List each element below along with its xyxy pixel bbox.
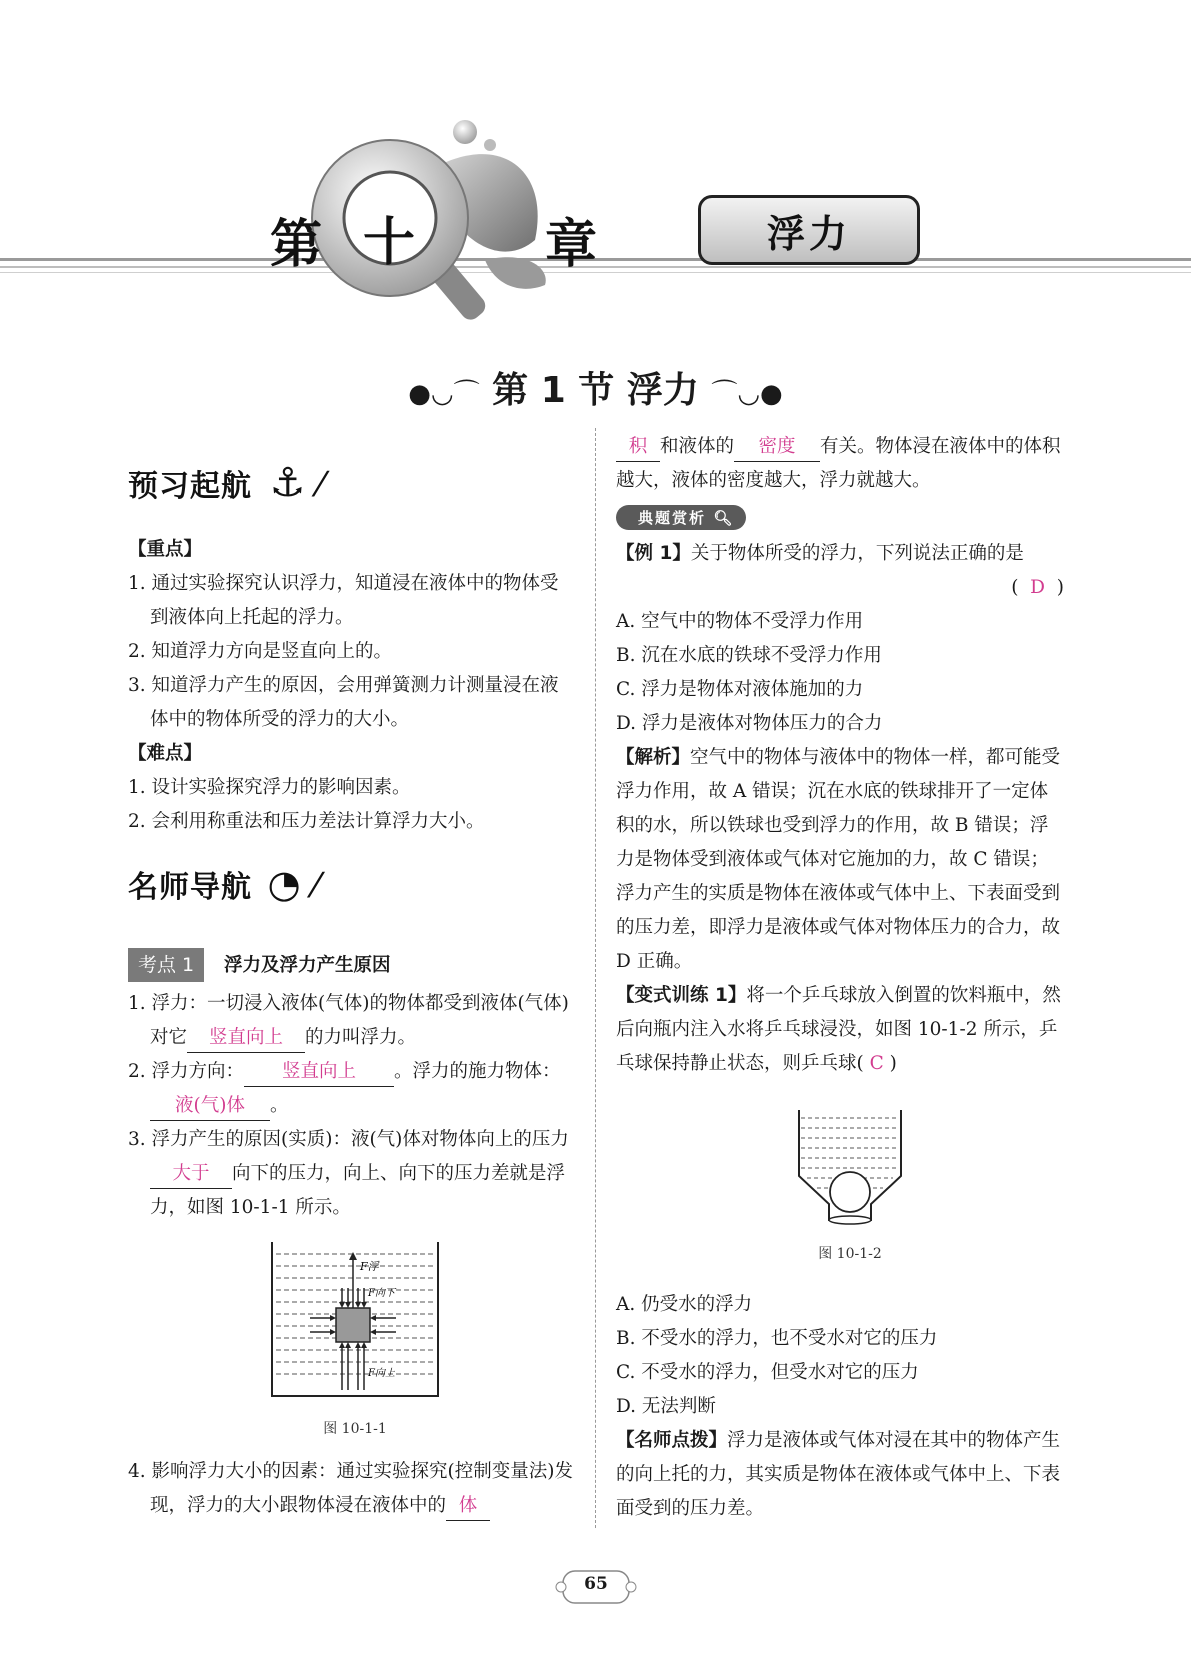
- search-icon: 🔍︎: [713, 509, 735, 527]
- right-swirl-icon: ⌒◡●: [711, 379, 783, 409]
- kaodian-item-4: [128, 1455, 576, 1523]
- kaodian-tag: 考点 1: [128, 948, 204, 982]
- kaodian-item-3: [128, 1123, 576, 1225]
- option: C. 不受水的浮力，但受水对它的压力: [616, 1362, 919, 1383]
- preview-banner: [128, 460, 324, 506]
- teacher-banner-label: 名师导航: [128, 870, 252, 905]
- section-title: [0, 362, 1191, 413]
- text: ): [889, 1053, 897, 1074]
- training-stem: 将一个乒乓球放入倒置的饮料瓶中，然后向瓶内注入水将乒乓球浸没，如图 10-1-2 所示，乒乓球保持静止状态，则乒乓球(: [616, 985, 1061, 1074]
- preview-banner-label: 预习起航: [128, 469, 252, 504]
- answer-blank: 竖直向上: [187, 1024, 305, 1053]
- text: 的力叫浮力。: [305, 1027, 417, 1048]
- example-1: [616, 537, 1064, 1081]
- example-answer: ( D ): [1011, 577, 1064, 598]
- kaodian-item-1: [128, 987, 576, 1055]
- example-label: 【例 1】: [616, 543, 691, 564]
- difficult-point-item: 2. 会利用称重法和压力差法计算浮力大小。: [128, 811, 485, 832]
- text: 向下的压力，向上、向下的压力差就是浮力，如图 10-1-1 所示。: [150, 1163, 566, 1218]
- figure-caption: 图 10-1-1: [323, 1421, 387, 1437]
- difficult-point-item: 1. 设计实验探究浮力的影响因素。: [128, 777, 411, 798]
- banner-flag-icon: ⁄: [317, 465, 325, 505]
- answer-blank: 大于: [150, 1160, 232, 1189]
- tip-text: 浮力是液体或气体对浸在其中的物体产生的向上托的力，其实质是物体在液体或气体中上、下表面受到的压力差。: [616, 1430, 1061, 1519]
- text: 和液体的: [660, 436, 735, 457]
- analysis-label: 【解析】: [616, 747, 691, 768]
- teacher-banner: [128, 862, 320, 906]
- answer-letter: D: [1030, 577, 1046, 598]
- training-label: 【变式训练 1】: [616, 985, 747, 1006]
- chapter-title: 浮力: [698, 195, 920, 265]
- key-point-item: 3. 知道浮力产生的原因，会用弹簧测力计测量浸在液体中的物体所受的浮力的大小。: [128, 675, 559, 730]
- option: B. 沉在水底的铁球不受浮力作用: [616, 645, 882, 666]
- left-swirl-icon: ●◡⌒: [408, 379, 480, 409]
- figure-caption: 图 10-1-2: [818, 1246, 882, 1262]
- gauge-icon: ◔: [267, 862, 302, 906]
- text: 2. 浮力方向：: [128, 1061, 245, 1082]
- example-stem: 关于物体所受的浮力，下列说法正确的是: [690, 543, 1024, 564]
- option: A. 空气中的物体不受浮力作用: [616, 611, 864, 632]
- chapter-suffix: 章: [545, 215, 598, 275]
- option: C. 浮力是物体对液体施加的力: [616, 679, 864, 700]
- training-1-options: [616, 1288, 1064, 1526]
- fig-label-f-up: F向上: [368, 1368, 395, 1379]
- difficult-points-label: 【难点】: [128, 743, 203, 764]
- kaodian-title: 浮力及浮力产生原因: [224, 955, 391, 976]
- example-pill: [616, 505, 746, 530]
- figure-10-1-2: [795, 1108, 905, 1228]
- kaodian-section: [128, 948, 576, 1225]
- chapter-number: 十: [363, 213, 416, 273]
- answer-blank: 液(气)体: [150, 1092, 270, 1121]
- option: A. 仍受水的浮力: [616, 1294, 753, 1315]
- option: B. 不受水的浮力，也不受水对它的压力: [616, 1328, 938, 1349]
- analysis-text: 空气中的物体与液体中的物体一样，都可能受浮力作用，故 A 错误；沉在水底的铁球排开了一定体积的水，所以铁球也受到浮力的作用，故 B 错误；浮力是物体受到液体或气体对它施加的力，故 C 错误；浮力产生的实质是物体在液体或气体中上、下表面受到的压力差，即浮力是液体或气体对物体压力的合力，故 D 正确。: [616, 747, 1061, 972]
- key-point-item: 2. 知道浮力方向是竖直向上的。: [128, 641, 393, 662]
- fig-label-f-buoyancy: F浮: [360, 1260, 379, 1273]
- kaodian-item-4-continued: [616, 430, 1064, 498]
- page-number-text: 65: [584, 1574, 608, 1594]
- answer-letter: C: [869, 1053, 884, 1074]
- key-point-item: 1. 通过实验探究认识浮力，知道浸在液体中的物体受到液体向上托起的浮力。: [128, 573, 559, 628]
- option: D. 浮力是液体对物体压力的合力: [616, 713, 883, 734]
- key-points-label: 【重点】: [128, 539, 203, 560]
- key-points: [128, 533, 576, 839]
- answer-blank: 密度: [734, 433, 820, 462]
- example-pill-label: 典题赏析: [638, 509, 707, 527]
- fig-label-f-down: F向下: [368, 1288, 395, 1299]
- option: D. 无法判断: [616, 1396, 716, 1417]
- kaodian-item-2: [128, 1055, 576, 1123]
- column-separator: [595, 428, 596, 1528]
- section-title-text: 第 1 节 浮力: [492, 370, 699, 411]
- text: 3. 浮力产生的原因(实质)：液(气)体对物体向上的压力: [128, 1129, 569, 1150]
- tip-label: 【名师点拨】: [616, 1430, 728, 1451]
- magnifier-leaf-icon: [300, 110, 560, 330]
- page-number: [555, 1568, 637, 1606]
- text: 4. 影响浮力大小的因素：通过实验探究(控制变量法)发现，浮力的大小跟物体浸在液体中的: [128, 1461, 573, 1516]
- answer-blank: 积: [616, 433, 660, 462]
- text: 。浮力的施力物体：: [394, 1061, 561, 1082]
- banner-flag-icon: ⁄: [313, 866, 320, 906]
- text: 。: [270, 1095, 289, 1116]
- text: 1. 浮力：一切浸入液体(气体)的物体都受到液体(气体)对它: [128, 993, 569, 1048]
- text: 有关。物体浸在液体中的体积越大，液体的密度越大，浮力就越大。: [616, 436, 1061, 491]
- anchor-icon: ⚓: [269, 460, 307, 506]
- answer-blank: 竖直向上: [244, 1058, 394, 1087]
- figure-10-1-1: [270, 1240, 440, 1400]
- answer-blank: 体: [446, 1492, 490, 1521]
- chapter-prefix: 第: [270, 215, 323, 275]
